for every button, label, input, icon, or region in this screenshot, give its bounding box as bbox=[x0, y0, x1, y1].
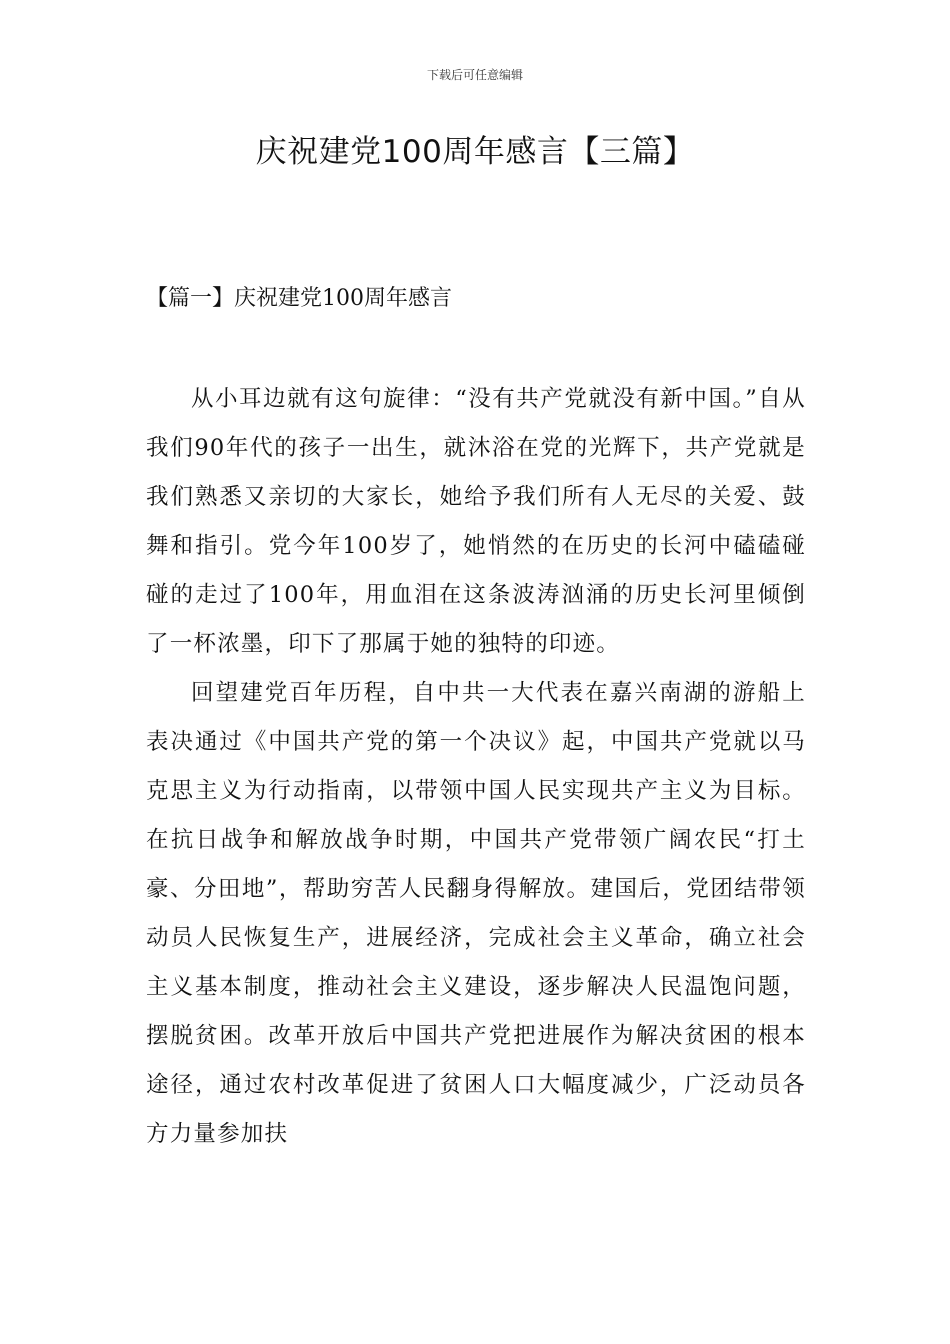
body-text bbox=[146, 375, 806, 1159]
section-heading: 【篇一】庆祝建党100周年感言 bbox=[146, 286, 452, 311]
header-note: 下载后可任意编辑 bbox=[426, 68, 523, 82]
document-title: 庆祝建党100周年感言【三篇】 bbox=[255, 134, 695, 170]
paragraph: 回望建党百年历程，自中共一大代表在嘉兴南湖的游船上表决通过《中国共产党的第一个决议》起，中国共产党就以马克思主义为行动指南，以带领中国人民实现共产主义为目标。在抗日战争和解放战争时期，中国共产党带领广阔农民“打土豪、分田地”，帮助穷苦人民翻身得解放。建国后，党团结带领动员人民恢复生产，进展经济，完成社会主义革命，确立社会主义基本制度，推动社会主义建设，逐步解决人民温饱问题，摆脱贫困。改革开放后中国共产党把进展作为解决贫困的根本途径，通过农村改革促进了贫困人口大幅度减少，广泛动员各方力量参加扶 bbox=[146, 680, 806, 1147]
paragraph: 从小耳边就有这句旋律：“没有共产党就没有新中国。”自从我们90年代的孩子一出生，就沐浴在党的光辉下，共产党就是我们熟悉又亲切的大家长，她给予我们所有人无尽的关爱、鼓舞和指引。党今年100岁了，她悄然的在历史的长河中磕磕碰碰的走过了100年，用血泪在这条波涛汹涌的历史长河里倾倒了一杯浓墨，印下了那属于她的独特的印迹。 bbox=[146, 386, 806, 657]
